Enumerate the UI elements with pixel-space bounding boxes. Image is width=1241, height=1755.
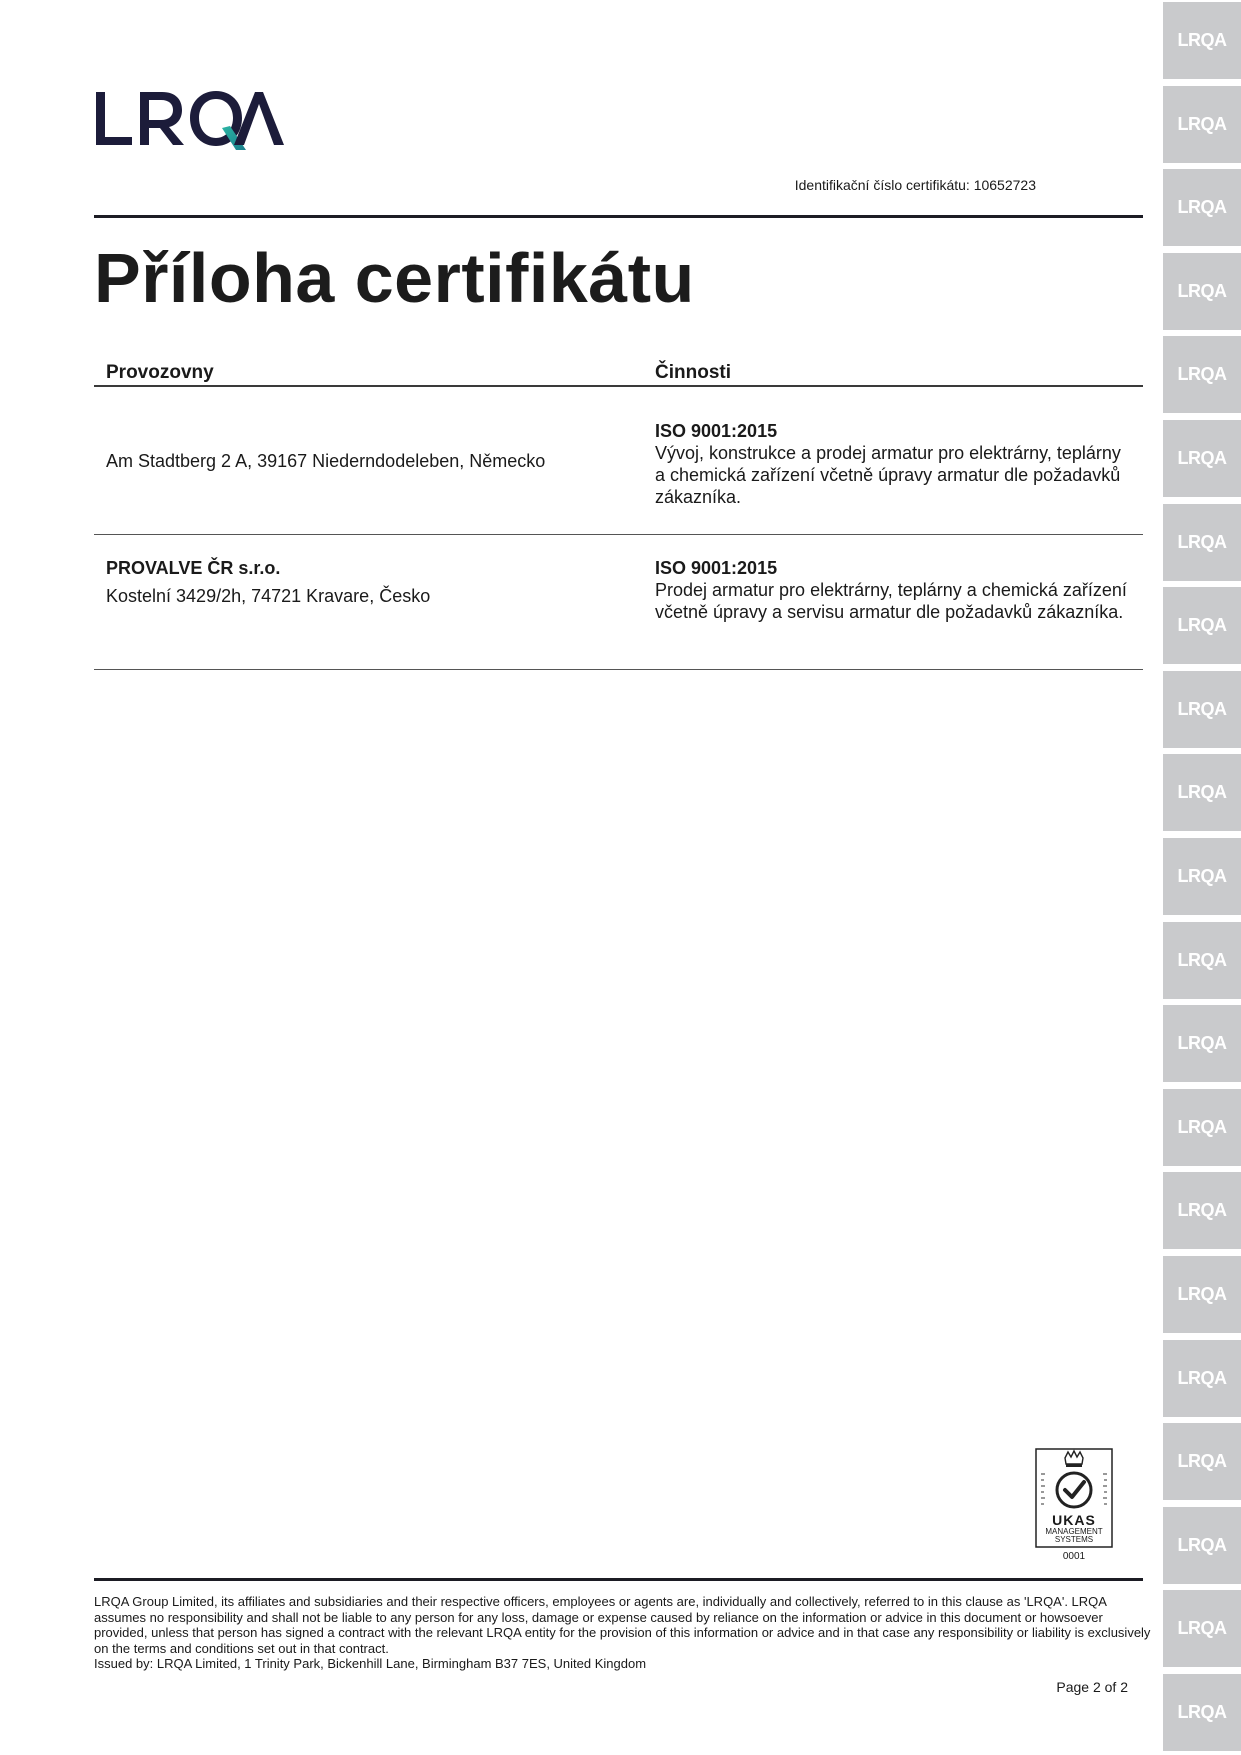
ukas-line1: MANAGEMENT [1045,1527,1103,1536]
side-logo-tile [1163,169,1241,246]
disclaimer-text: LRQA Group Limited, its affiliates and subsidiaries and their respective officers, employees or agents are, individually and collectively, referred to in this clause as 'LRQA'. LRQA assumes no responsibility and shall not be liable to any person for any loss, damage or expense caused by reliance on the information or advice in this document or howsoever provided, unless that person has signed a contract with the relevant LRQA entity for the provision of this information or advice and in that case any responsibility or liability is exclusively on the terms and conditions set out in that contract. [94,1594,1151,1656]
side-logo-tile [1163,504,1241,581]
page-title: Příloha certifikátu [94,239,695,317]
side-logo-text: LRQA [1177,615,1227,636]
side-logo-tile [1163,1590,1241,1667]
site-address: Am Stadtberg 2 A, 39167 Niederndodeleben, Německo [106,451,546,471]
scope-text: Vývoj, konstrukce a prodej armatur pro elektrárny, teplárny a chemická zařízení včetně úpravy armatur dle požadavků zákazníka. [655,443,1121,507]
side-logo-text: LRQA [1177,866,1227,886]
ukas-name: UKAS [1052,1512,1096,1528]
side-logo-text: LRQA [1177,1702,1227,1722]
table-row-2-activity [655,557,1135,623]
side-logo-tile [1163,1423,1241,1500]
side-logo-text: LRQA [1177,1116,1227,1137]
side-logo-text: LRQA [1177,1451,1227,1472]
site-name: PROVALVE ČR s.r.o. [106,558,281,578]
side-logo-text: LRQA [1177,280,1227,301]
side-logo-text: LRQA [1177,30,1227,50]
side-logo-text: LRQA [1177,531,1227,552]
footer-divider [94,1578,1143,1581]
header-divider [94,215,1143,218]
side-logo-text: LRQA [1177,113,1227,134]
side-logo-text: LRQA [1177,448,1227,468]
certificate-id: Identifikační číslo certifikátu: 10652723 [794,177,1036,193]
side-logo-text: LRQA [1177,1534,1227,1555]
ukas-line2: SYSTEMS [1054,1535,1094,1544]
lrqa-logo [94,88,284,154]
table-bottom-rule [94,669,1143,670]
side-logo-text: LRQA [1177,1367,1227,1388]
scope-text: Prodej armatur pro elektrárny, teplárny a chemická zařízení včetně úpravy a servisu armatur dle požadavků zákazníka. [655,580,1127,622]
side-logo-text: LRQA [1177,1284,1227,1304]
side-logo-tile [1163,86,1241,163]
side-logo-tile [1163,1507,1241,1584]
table-row-1-activity [655,420,1135,508]
issued-by-text: Issued by: LRQA Limited, 1 Trinity Park, Bickenhill Lane, Birmingham B37 7ES, United Kingdom [94,1656,647,1671]
side-logo-tile [1163,1172,1241,1249]
side-logo-tile [1163,420,1241,497]
side-logo-tile [1163,754,1241,831]
side-logo-text: LRQA [1177,364,1227,385]
side-logo-tile [1163,587,1241,664]
site-address: Kostelní 3429/2h, 74721 Kravare, Česko [106,586,431,606]
side-logo-tile [1163,1340,1241,1417]
table-row-2-site [106,557,586,607]
column-header-sites: Provozovny [106,362,214,383]
footer-disclaimer [94,1594,1154,1672]
ukas-accreditation-mark [1035,1448,1113,1548]
side-logo-text: LRQA [1177,1200,1227,1221]
side-logo-tile [1163,1256,1241,1333]
table-row-1-site [106,450,586,472]
table-header-rule [94,385,1143,387]
standard-label: ISO 9001:2015 [655,558,778,578]
ukas-number: 0001 [1062,1551,1086,1562]
standard-label: ISO 9001:2015 [655,421,778,441]
page-number: Page 2 of 2 [1056,1679,1128,1695]
side-logo-text: LRQA [1177,698,1227,719]
side-logo-tile [1163,1005,1241,1082]
side-logo-tile [1163,2,1241,79]
side-logo-tile [1163,922,1241,999]
side-logo-text: LRQA [1177,1618,1227,1639]
side-logo-text: LRQA [1177,782,1227,803]
side-logo-text: LRQA [1177,949,1227,970]
side-tile-strip [1163,0,1241,1755]
lrqa-logo-mark [94,88,284,154]
column-header-activities: Činnosti [655,362,731,383]
side-logo-tile [1163,1674,1241,1751]
table-row-divider [94,534,1143,535]
side-logo-tile [1163,838,1241,915]
side-logo-tile [1163,671,1241,748]
side-logo-tile [1163,253,1241,330]
ukas-subtitle [1035,1528,1113,1544]
side-logo-tile [1163,1089,1241,1166]
side-logo-text: LRQA [1177,197,1227,218]
side-logo-text: LRQA [1177,1033,1227,1054]
side-logo-tile [1163,336,1241,413]
